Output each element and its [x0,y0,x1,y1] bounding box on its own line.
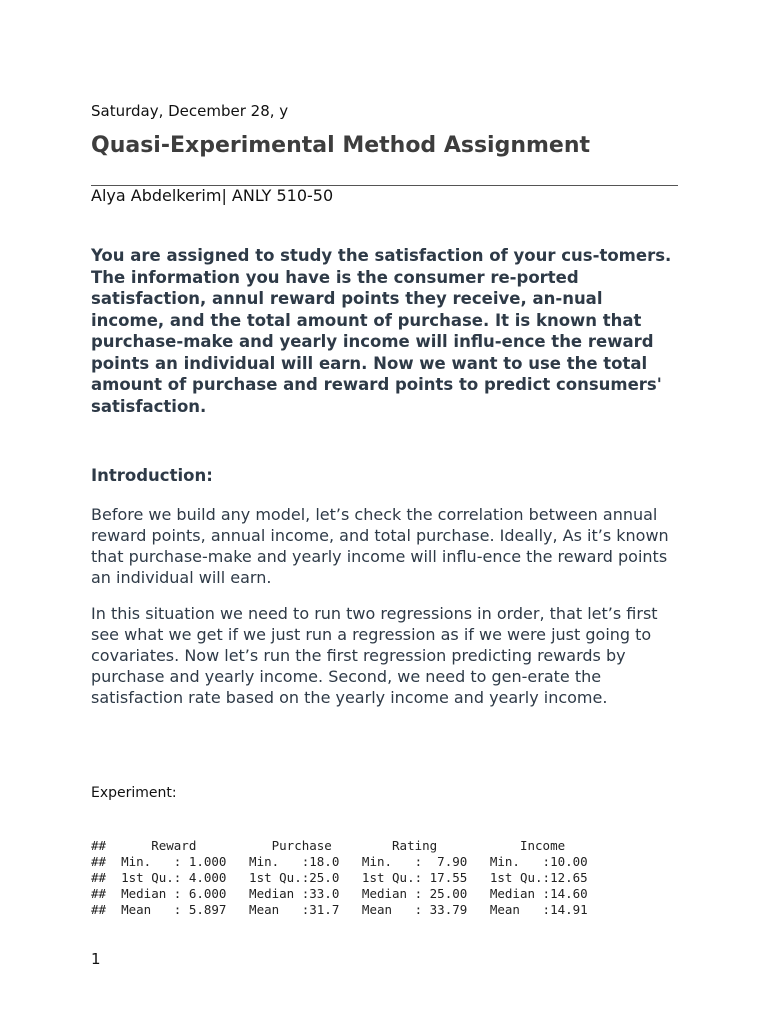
experiment-heading: Experiment: [91,785,177,801]
introduction-paragraph-1: Before we build any model, let’s check the correlation between annual reward points, annual income, and total purchase. Ideally, As it’s known that purchase-make and yearly income will influ-ence the reward points an individual will earn. [91,505,669,587]
introduction-paragraph-2: In this situation we need to run two regressions in order, that let’s first see what we get if we just run a regression as if we were just going to covariates. Now let’s run the first regression predicting rewards by purchase and yearly income. Second, we need to gen-erate the satisfaction rate based on the yearly income and yearly income. [91,604,658,707]
task-statement: You are assigned to study the satisfaction of your cus-tomers. The information you have is the consumer re-ported satisfaction, annul reward points they receive, an-nual income, and the total amount of purchase. It is known that purchase-make and yearly income will influ-ence the reward points an individual will earn. Now we want to use the total amount of purchase and reward points to predict consumers' satisfaction. [91,246,672,416]
output-line: ## 1st Qu.: 4.000 1st Qu.:25.0 1st Qu.: 17.55 1st Qu.:12.65 [91,870,603,885]
document-date: Saturday, December 28, y [91,102,289,120]
document-title: Quasi-Experimental Method Assignment [91,133,591,158]
page-number: 1 [91,950,101,968]
author-line: Alya Abdelkerim| ANLY 510-50 [91,186,334,205]
summary-output-block [91,838,603,918]
output-line: ## Mean : 5.897 Mean :31.7 Mean : 33.79 Mean :14.91 [91,902,603,917]
output-line: ## Median : 6.000 Median :33.0 Median : 25.00 Median :14.60 [91,886,603,901]
output-line: ## Min. : 1.000 Min. :18.0 Min. : 7.90 Min. :10.00 [91,854,603,869]
introduction-heading: Introduction: [91,466,213,485]
output-line: ## Reward Purchase Rating Income [91,838,603,853]
